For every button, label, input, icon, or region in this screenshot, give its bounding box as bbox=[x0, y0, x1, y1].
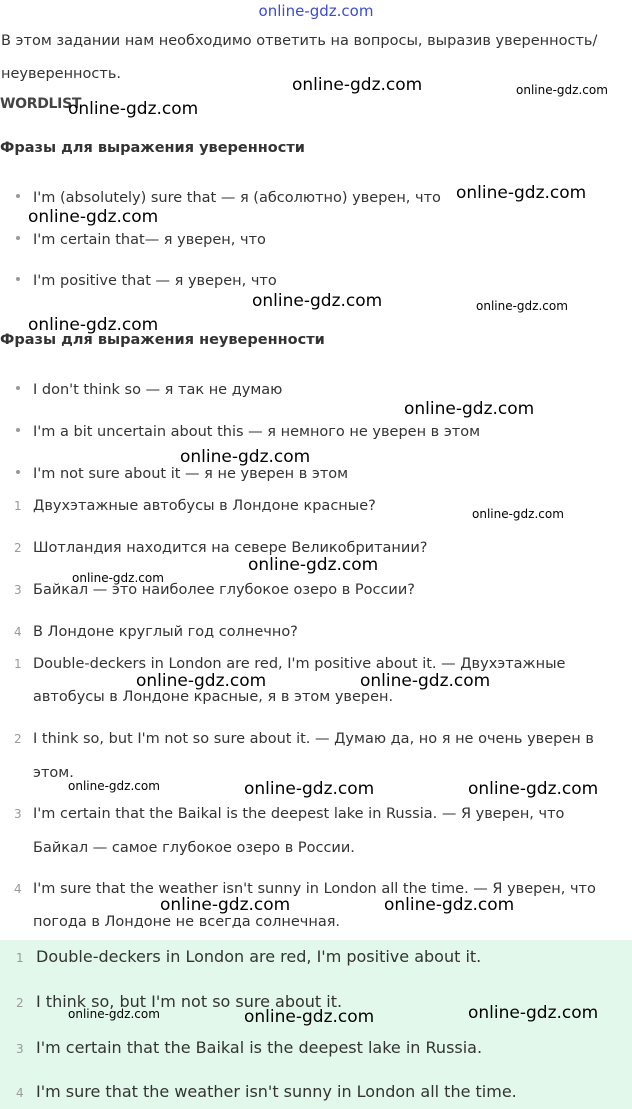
watermark: online-gdz.com bbox=[180, 447, 311, 467]
bullet-icon bbox=[16, 277, 20, 281]
watermark: online-gdz.com bbox=[292, 75, 423, 95]
watermark: online-gdz.com bbox=[360, 671, 491, 691]
watermark: online-gdz.com bbox=[384, 895, 515, 915]
answer-item: 4 I'm sure that the weather isn't sunny in London all the time. bbox=[16, 1082, 517, 1101]
translation-item-cont: автобусы в Лондоне красные, я в этом уверен. bbox=[33, 689, 394, 705]
translation-item: 3 I'm certain that the Baikal is the deepest lake in Russia. — Я уверен, что bbox=[14, 806, 565, 822]
watermark: online-gdz.com bbox=[404, 399, 535, 419]
uncertainty-item: I'm not sure about it — я не уверен в этом bbox=[16, 466, 348, 482]
intro-line-2: неуверенность. bbox=[1, 66, 121, 82]
answer-item: 1 Double-deckers in London are red, I'm positive about it. bbox=[16, 947, 482, 966]
question-item: 3 Байкал — это наиболее глубокое озеро в России? bbox=[14, 582, 415, 598]
watermark: online-gdz.com bbox=[28, 207, 159, 227]
certainty-item: I'm (absolutely) sure that — я (абсолютно) уверен, что bbox=[16, 190, 441, 206]
watermark: online-gdz.com bbox=[136, 671, 267, 691]
translation-item-cont: погода в Лондоне не всегда солнечная. bbox=[33, 914, 341, 930]
translation-item-cont: этом. bbox=[33, 765, 74, 781]
bullet-icon bbox=[16, 386, 20, 390]
watermark: online-gdz.com bbox=[468, 779, 599, 799]
watermark: online-gdz.com bbox=[456, 183, 587, 203]
watermark: online-gdz.com bbox=[516, 83, 608, 97]
question-item: 2 Шотландия находится на севере Великобритании? bbox=[14, 540, 428, 556]
watermark: online-gdz.com bbox=[28, 315, 159, 335]
watermark: online-gdz.com bbox=[160, 895, 291, 915]
watermark: online-gdz.com bbox=[244, 1007, 375, 1027]
site-header-link[interactable]: online-gdz.com bbox=[258, 2, 374, 20]
translation-item: 4 I'm sure that the weather isn't sunny in London all the time. — Я уверен, что bbox=[14, 881, 596, 897]
watermark: online-gdz.com bbox=[476, 299, 568, 313]
bullet-icon bbox=[16, 194, 20, 198]
bullet-icon bbox=[16, 428, 20, 432]
watermark: online-gdz.com bbox=[252, 291, 383, 311]
watermark: online-gdz.com bbox=[68, 99, 199, 119]
watermark: online-gdz.com bbox=[68, 779, 160, 793]
watermark: online-gdz.com bbox=[244, 779, 375, 799]
question-item: 1 Двухэтажные автобусы в Лондоне красные? bbox=[14, 498, 376, 514]
wordlist-label: WORDLIST bbox=[0, 96, 82, 112]
watermark: online-gdz.com bbox=[468, 1003, 599, 1023]
watermark: online-gdz.com bbox=[68, 1007, 160, 1021]
watermark: online-gdz.com bbox=[72, 571, 164, 585]
uncertainty-item: I'm a bit uncertain about this — я немного не уверен в этом bbox=[16, 424, 480, 440]
bullet-icon bbox=[16, 236, 20, 240]
translation-item: 2 I think so, but I'm not so sure about it. — Думаю да, но я не очень уверен в bbox=[14, 731, 594, 747]
translation-item: 1 Double-deckers in London are red, I'm positive about it. — Двухэтажные bbox=[14, 656, 566, 672]
uncertainty-heading: Фразы для выражения неуверенности bbox=[0, 332, 325, 348]
uncertainty-item: I don't think so — я так не думаю bbox=[16, 382, 282, 398]
intro-line-1: В этом задании нам необходимо ответить на вопросы, выразив уверенность/ bbox=[1, 33, 598, 49]
question-item: 4 В Лондоне круглый год солнечно? bbox=[14, 624, 298, 640]
watermark: online-gdz.com bbox=[248, 555, 379, 575]
watermark: online-gdz.com bbox=[472, 507, 564, 521]
bullet-icon bbox=[16, 470, 20, 474]
answer-item: 3 I'm certain that the Baikal is the deepest lake in Russia. bbox=[16, 1038, 483, 1057]
answer-item: 2 I think so, but I'm not so sure about it. bbox=[16, 992, 343, 1011]
certainty-heading: Фразы для выражения уверенности bbox=[0, 140, 305, 156]
certainty-item: I'm certain that— я уверен, что bbox=[16, 232, 266, 248]
translation-item-cont: Байкал — самое глубокое озеро в России. bbox=[33, 840, 355, 856]
certainty-item: I'm positive that — я уверен, что bbox=[16, 273, 277, 289]
